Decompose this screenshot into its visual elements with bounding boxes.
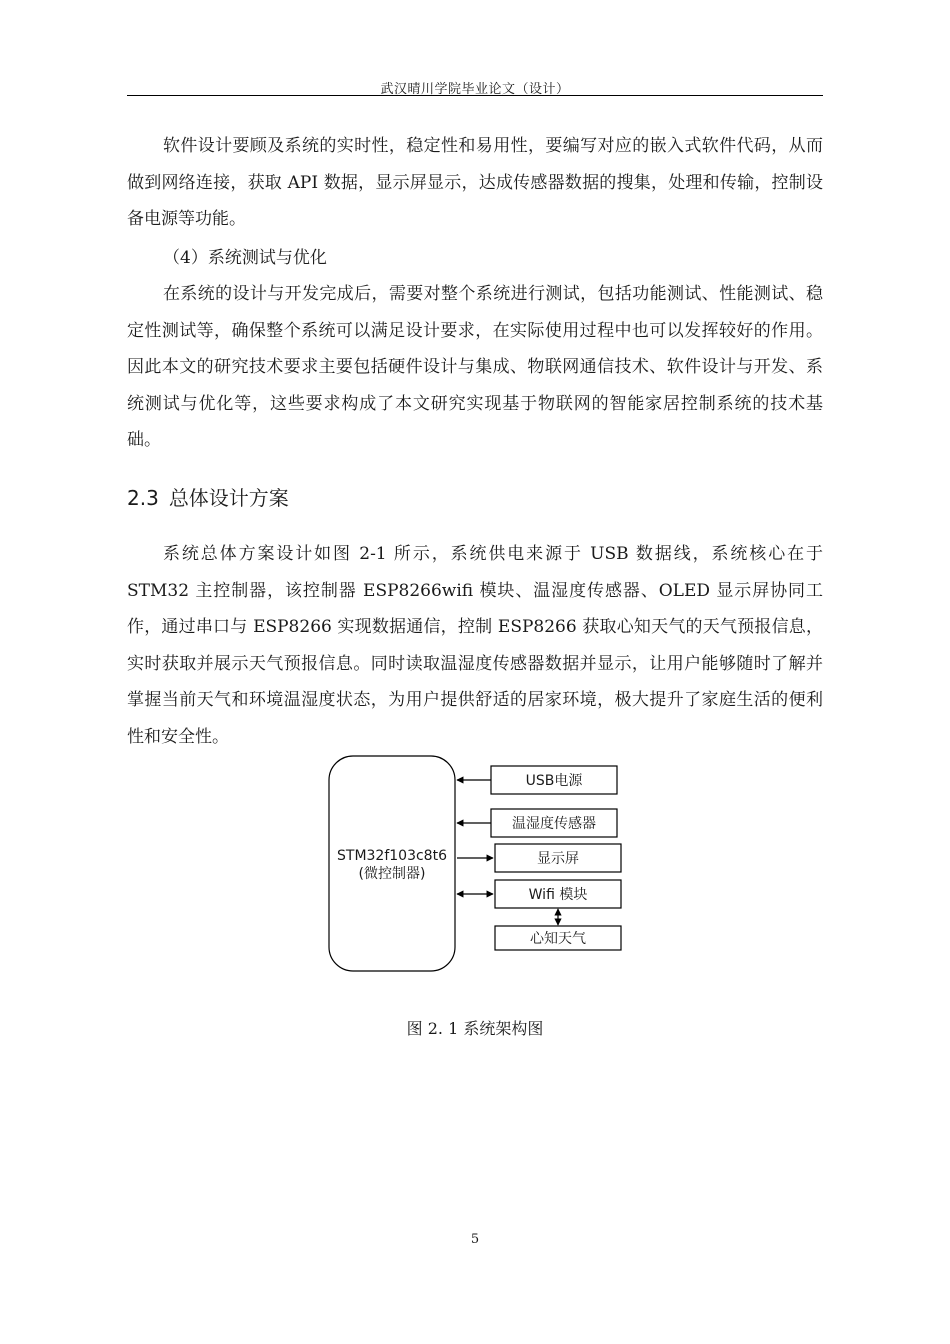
figure-caption: 图 2. 1 系统架构图 (406, 1019, 544, 1038)
usb-power-label: USB电源 (525, 773, 583, 789)
mcu-sublabel: (微控制器) (358, 866, 426, 882)
page-header: 武汉晴川学院毕业论文（设计） (380, 82, 570, 97)
section-heading (127, 480, 289, 516)
header-rule (127, 95, 823, 96)
page-number: 5 (470, 1232, 480, 1247)
wifi-label: Wifi 模块 (528, 887, 588, 903)
mcu-label: STM32f103c8t6 (337, 848, 447, 864)
section-number: 2.3 (127, 486, 159, 510)
body-paragraph-design: 系统总体方案设计如图 2-1 所示，系统供电来源于 USB 数据线，系统核心在于 STM32 主控制器，该控制器 ESP8266wifi 模块、温湿度传感器、OLED 显示屏协同工作，通过串口与 ESP8266 实现数据通信，控制 ESP8266 获取心知天气的天气预报信息，实时获取并展示天气预报信息。同时读取温湿度传感器数据并显示，让用户能够随时了解并掌握当前天气和环境温湿度状态，为用户提供舒适的居家环境，极大提升了家庭生活的便利性和安全性。 (127, 544, 823, 747)
subheading-testing: （4）系统测试与优化 (163, 248, 327, 268)
system-architecture-diagram (325, 752, 625, 977)
weather-label: 心知天气 (530, 931, 586, 947)
body-paragraph-testing: 在系统的设计与开发完成后，需要对整个系统进行测试，包括功能测试、性能测试、稳定性测试等，确保整个系统可以满足设计要求，在实际使用过程中也可以发挥较好的作用。因此本文的研究技术要求主要包括硬件设计与集成、物联网通信技术、软件设计与开发、系统测试与优化等，这些要求构成了本文研究实现基于物联网的智能家居控制系统的技术基础。 (127, 284, 823, 451)
body-paragraph-software: 软件设计要顾及系统的实时性，稳定性和易用性，要编写对应的嵌入式软件代码，从而做到网络连接，获取 API 数据，显示屏显示，达成传感器数据的搜集，处理和传输，控制设备电源等功能。 (127, 136, 823, 230)
section-title: 总体设计方案 (168, 486, 289, 510)
sensor-label: 温湿度传感器 (512, 816, 596, 832)
display-label: 显示屏 (537, 851, 579, 867)
